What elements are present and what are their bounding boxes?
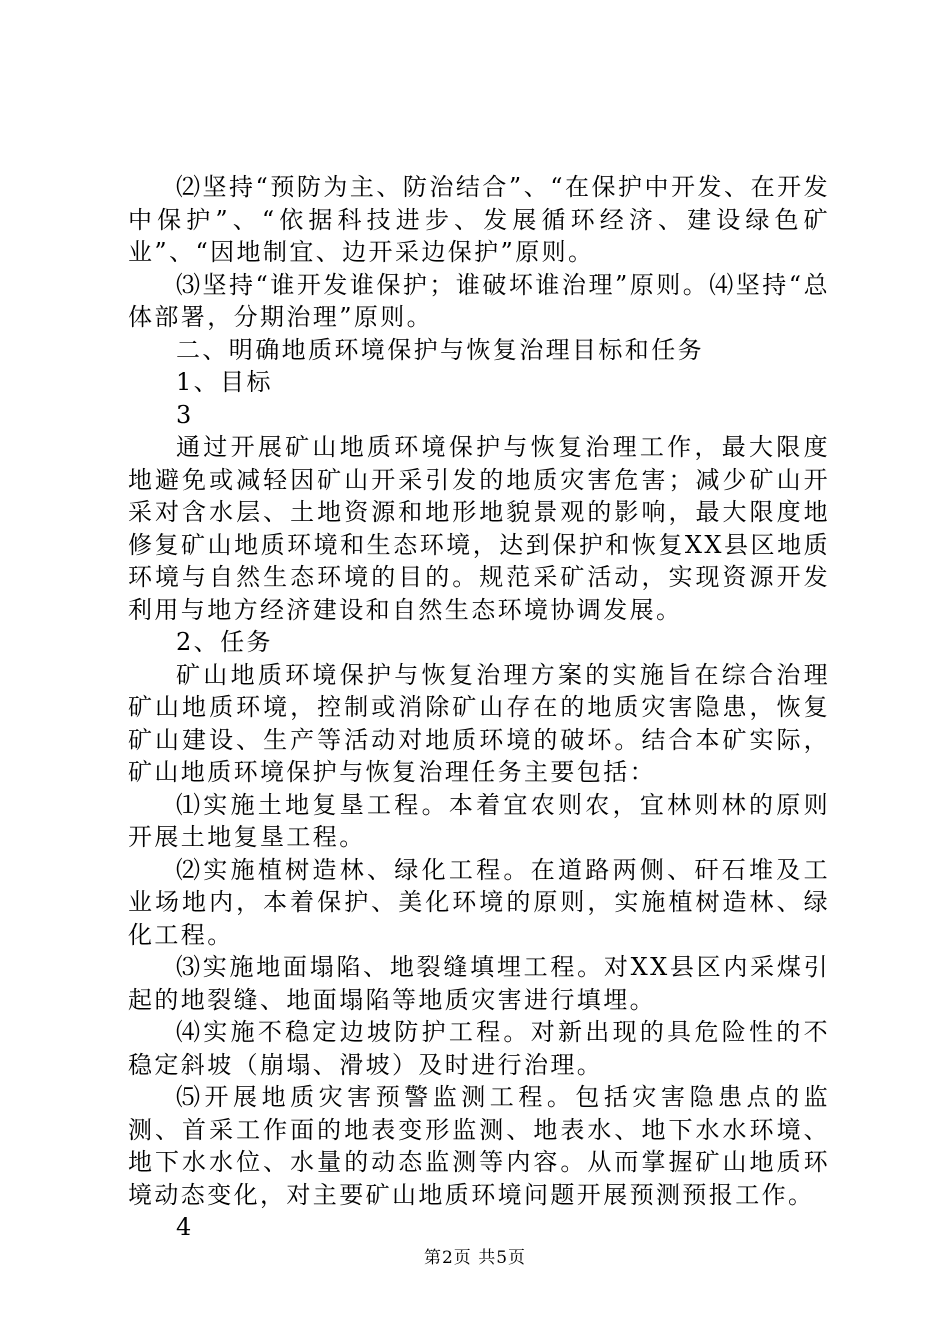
task-item-4: ⑷实施不稳定边坡防护工程。对新出现的具危险性的不稳定斜坡（崩塌、滑坡）及时进行治理。 — [128, 1018, 830, 1079]
task-item-5: ⑸开展地质灾害预警监测工程。包括灾害隐患点的监测、首采工作面的地表变形监测、地表水、地下水水环境、地下水水位、水量的动态监测等内容。从而掌握矿山地质环境动态变化，对主要矿山地质环境问题开展预测预报工作。 — [128, 1083, 830, 1209]
paragraph-tasks-intro: 矿山地质环境保护与恢复治理方案的实施旨在综合治理矿山地质环境，控制或消除矿山存在的地质灾害隐患，恢复矿山建设、生产等活动对地质环境的破坏。结合本矿实际，矿山地质环境保护与恢复治理任务主要包括： — [128, 660, 830, 786]
task-item-3: ⑶实施地面塌陷、地裂缝填埋工程。对XX县区内采煤引起的地裂缝、地面塌陷等地质灾害进行填埋。 — [128, 953, 830, 1014]
document-body — [128, 171, 830, 1244]
paragraph-goals: 通过开展矿山地质环境保护与恢复治理工作，最大限度地避免或减轻因矿山开采引发的地质灾害危害；减少矿山开采对含水层、土地资源和地形地貌景观的影响，最大限度地修复矿山地质环境和生态环境，达到保护和恢复XX县区地质环境与自然生态环境的目的。规范采矿活动，实现资源开发利用与地方经济建设和自然生态环境协调发展。 — [128, 433, 830, 624]
subheading-tasks: 2、任务 — [176, 628, 273, 656]
section-heading: 二、明确地质环境保护与恢复治理目标和任务 — [176, 335, 704, 364]
page-number-marker: 3 — [176, 400, 192, 429]
task-item-1: ⑴实施土地复垦工程。本着宜农则农，宜林则林的原则开展土地复垦工程。 — [128, 790, 830, 851]
page-number-marker: 4 — [176, 1213, 192, 1241]
task-item-2: ⑵实施植树造林、绿化工程。在道路两侧、矸石堆及工业场地内，本着保护、美化环境的原则，实施植树造林、绿化工程。 — [128, 855, 830, 949]
paragraph-principle-2: ⑵坚持“预防为主、防治结合”、“在保护中开发、在开发中保护”、“依据科技进步、发展循环经济、建设绿色矿业”、“因地制宜、边开采边保护”原则。 — [128, 173, 830, 266]
subheading-goals: 1、目标 — [176, 368, 273, 396]
paragraph-principle-3-4: ⑶坚持“谁开发谁保护；谁破坏谁治理”原则。⑷坚持“总体部署，分期治理”原则。 — [128, 270, 830, 331]
page-footer: 第2页 共5页 — [423, 1248, 527, 1268]
